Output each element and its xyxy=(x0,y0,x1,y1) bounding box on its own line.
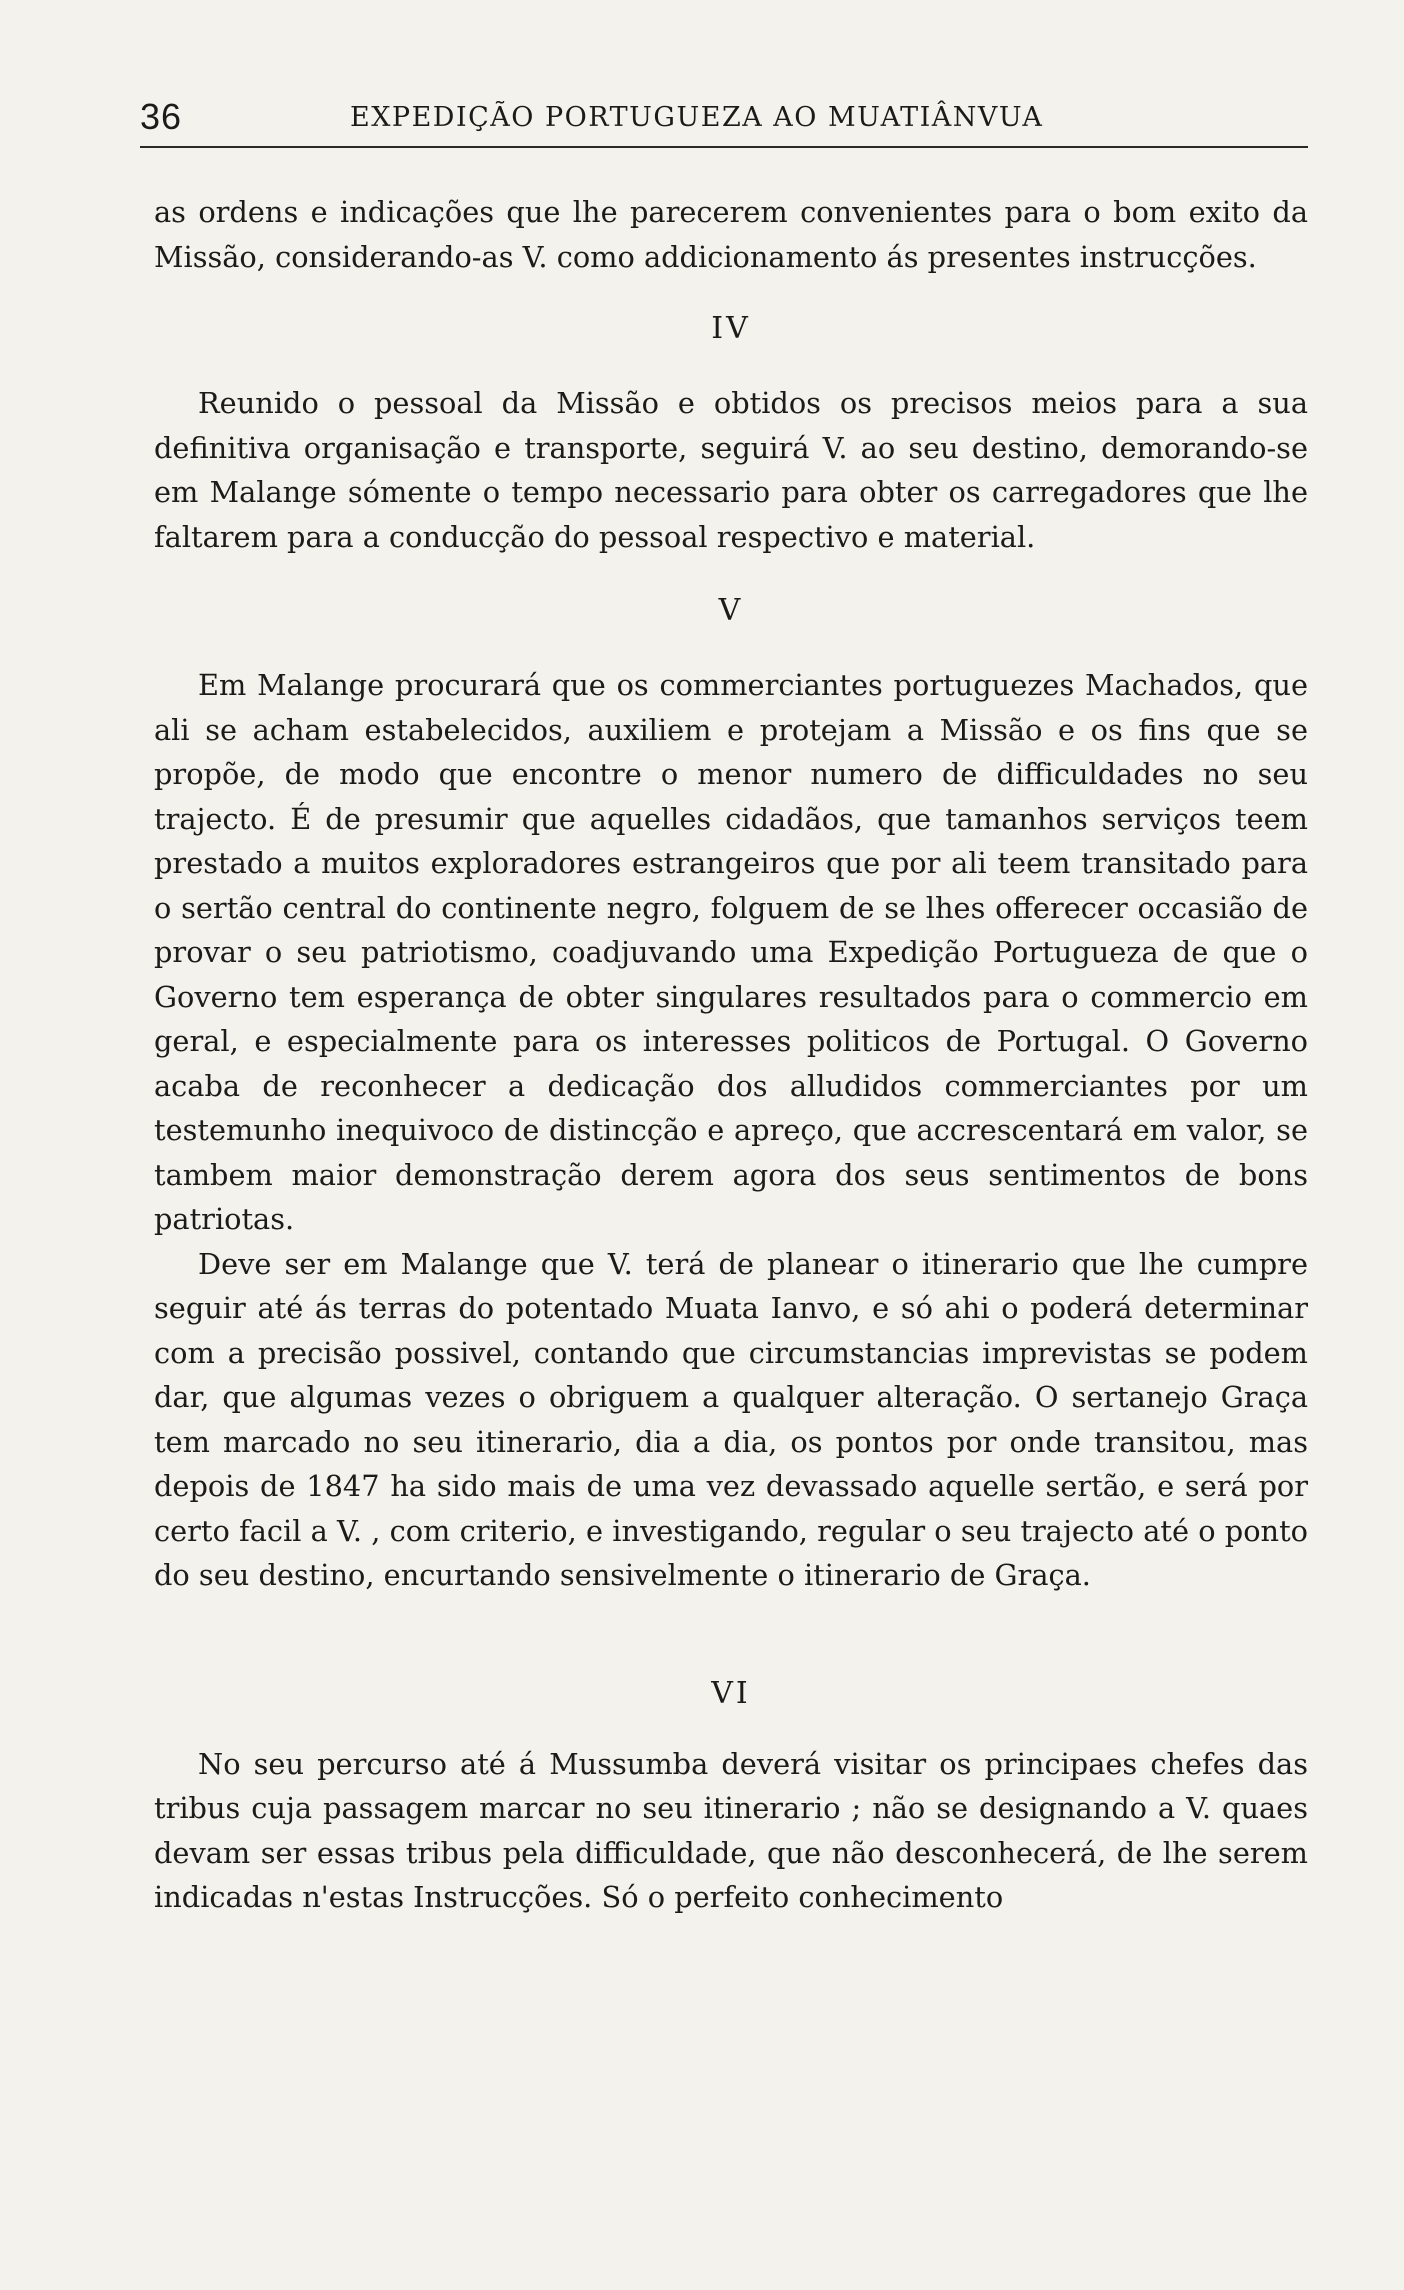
section-v-paragraph-1: Em Malange procurará que os commerciantes portuguezes Machados, que ali se acham estabelecidos, auxiliem e protejam a Missão e os fins que se propõe, de modo que encontre o menor numero de difficuldades no seu trajecto. É de presumir que aquelles cidadãos, que tamanhos serviços teem prestado a muitos exploradores estrangeiros que por ali teem transitado para o sertão central do continente negro, folguem de se lhes offerecer occasião de provar o seu patriotismo, coadjuvando uma Expedição Portugueza de que o Governo tem esperança de obter singulares resultados para o commercio em geral, e especialmente para os interesses politicos de Portugal. O Governo acaba de reconhecer a dedicação dos alludidos commerciantes por um testemunho inequivoco de distincção e apreço, que accrescentará em valor, se tambem maior demonstração derem agora dos seus sentimentos de bons patriotas. xyxy=(154,668,1308,1236)
section-heading-iv: IV xyxy=(711,311,751,346)
section-iv-paragraph: Reunido o pessoal da Missão e obtidos os precisos meios para a sua definitiva organisação e transporte, seguirá V. ao seu destino, demorando-se em Malange sómente o tempo necessario para obter os carregadores que lhe faltarem para a conducção do pessoal respectivo e material. xyxy=(154,386,1308,554)
body-text xyxy=(154,190,1308,1920)
section-v-paragraph-2: Deve ser em Malange que V. terá de planear o itinerario que lhe cumpre seguir até ás terras do potentado Muata Ianvo, e só ahi o poderá determinar com a precisão possivel, contando que circumstancias imprevistas se podem dar, que algumas vezes o obriguem a qualquer alteração. O sertanejo Graça tem marcado no seu itinerario, dia a dia, os pontos por onde transitou, mas depois de 1847 ha sido mais de uma vez devassado aquelle sertão, e será por certo facil a V. , com criterio, e investigando, regular o seu trajecto até o ponto do seu destino, encurtando sensivelmente o itinerario de Graça. xyxy=(154,1246,1308,1592)
page-number: 36 xyxy=(140,96,183,137)
running-title: EXPEDIÇÃO PORTUGUEZA AO MUATIÂNVUA xyxy=(350,102,1044,133)
intro-paragraph: as ordens e indicações que lhe parecerem convenientes para o bom exito da Missão, considerando-as V. como addicionamento ás presentes instrucções. xyxy=(154,195,1308,274)
running-head xyxy=(140,92,1310,142)
header-rule xyxy=(140,146,1308,148)
section-heading-v: V xyxy=(718,593,744,628)
section-vi-paragraph: No seu percurso até á Mussumba deverá visitar os principaes chefes das tribus cuja passagem marcar no seu itinerario ; não se designando a V. quaes devam ser essas tribus pela difficuldade, que não desconhecerá, de lhe serem indicadas n'estas Instrucções. Só o perfeito conhecimento xyxy=(154,1746,1308,1914)
section-heading-vi: VI xyxy=(711,1675,751,1711)
